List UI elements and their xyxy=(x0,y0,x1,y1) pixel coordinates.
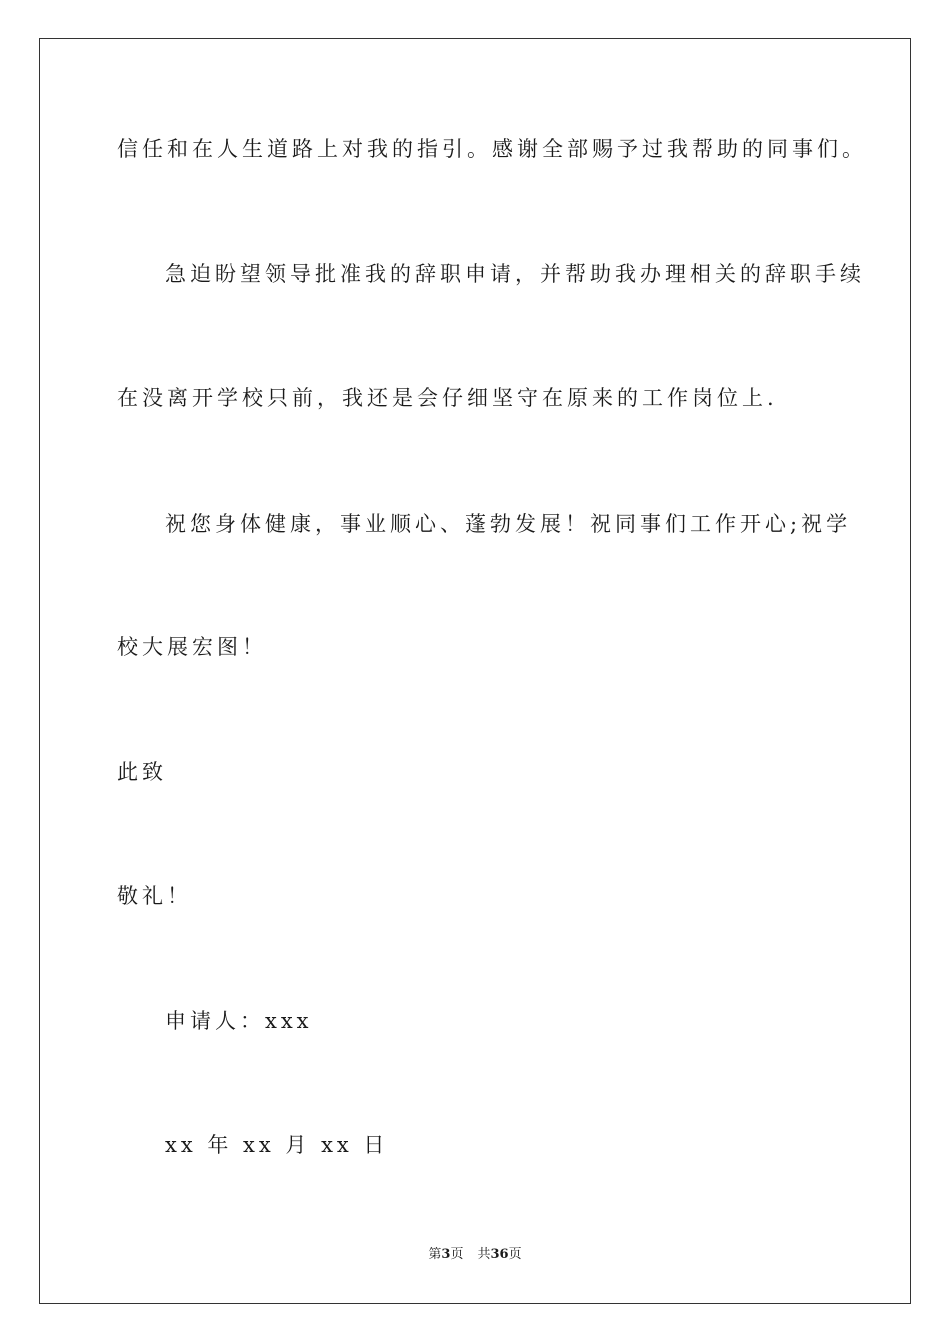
closing-regards: 敬礼！ xyxy=(117,884,192,908)
letter-date: xx 年 xx 月 xx 日 xyxy=(165,1133,389,1157)
page-prefix: 第 xyxy=(428,1247,442,1262)
page-suffix: 页 xyxy=(450,1247,464,1262)
body-paragraph: 祝您身体健康，事业顺心、蓬勃发展！祝同事们工作开心;祝学 xyxy=(165,512,852,536)
applicant-signature: 申请人：xxx xyxy=(165,1009,313,1033)
body-paragraph: 在没离开学校只前，我还是会仔细坚守在原来的工作岗位上. xyxy=(117,386,778,410)
page-number: 3 xyxy=(441,1247,451,1262)
body-paragraph: 校大展宏图！ xyxy=(117,635,267,659)
body-paragraph: 信任和在人生道路上对我的指引。感谢全部赐予过我帮助的同事们。 xyxy=(117,137,867,161)
total-suffix: 页 xyxy=(508,1247,522,1262)
total-pages: 36 xyxy=(490,1247,509,1262)
page-footer xyxy=(0,1248,950,1261)
closing-salutation: 此致 xyxy=(117,760,167,784)
body-paragraph: 急迫盼望领导批准我的辞职申请，并帮助我办理相关的辞职手续 xyxy=(165,262,865,286)
total-prefix: 共 xyxy=(477,1247,491,1262)
page-border xyxy=(39,38,911,1304)
